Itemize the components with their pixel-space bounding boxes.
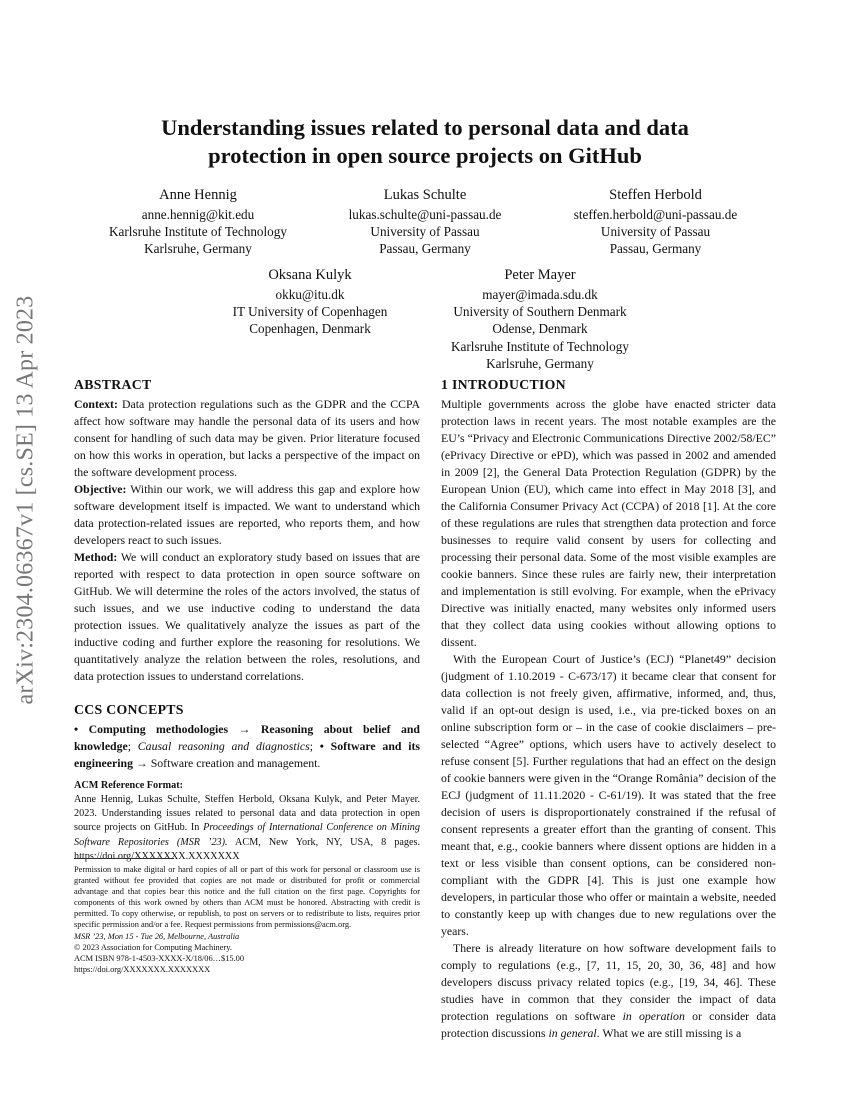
context-label: Context: [74,397,118,411]
title-line-1: Understanding issues related to personal data and data [161,115,689,140]
objective-label: Objective: [74,482,127,496]
ccs-concepts [74,721,420,772]
left-column [74,376,420,864]
ccs-arrow: → [132,756,151,770]
conference-line: MSR ’23, Mon 15 - Tue 26, Melbourne, Australia [74,931,240,941]
author-location: Passau, Germany [379,241,471,257]
author-location: Passau, Germany [609,241,702,257]
author-block [190,266,430,338]
author-name: Anne Hennig [159,187,237,203]
author-email: okku@itu.dk [275,287,345,302]
author-location: Copenhagen, Denmark [249,321,371,337]
permission-text: Permission to make digital or hard copies of all or part of this work for personal or classroom use is granted without fee provided that copies are not made or distributed for profit or commercial advantage and that copies bear this notice and the full citation on the first page. Copyrights for components of this work owned by others than ACM must be honored. Abstracting with credit is permitted. To copy otherwise, or republish, to post on servers or to redistribute to lists, requires prior specific permission and/or a fee. Request permissions from permissions@acm.org. [74,865,420,930]
ccs-arrow: → [228,722,261,736]
method-label: Method: [74,550,118,564]
ccs-sep: ; [127,739,138,753]
context-text: Data protection regulations such as the GDPR and the CCPA affect how software may handle the personal data of its users and how consent for handling of such data may be given. Prior literature focused on how this works in operation, but lacks a perspective of the impact on the software development process. [74,397,420,479]
arxiv-stamp-text: arXiv:2304.06367v1 [cs.SE] 13 Apr 2023 [12,295,39,705]
author-affiliation: University of Southern Denmark [453,304,627,320]
author-location: Odense, Denmark [492,321,588,337]
author-affiliation: Karlsruhe Institute of Technology [109,224,287,240]
intro-paragraph-1: Multiple governments across the globe have enacted stricter data protection laws in recent years. The most notable examples are the EU’s “Privacy and Electronic Communications Directive 2002/58/EC” (ePrivacy Directive or ePD), which was passed in 2002 and amended in 2009 [2], the General Data Protection Regulation (GDPR) by the European Union (EU), which came into effect in May 2018 [3], and the California Consumer Privacy Act (CCPA) of 2018 [1]. At the core of these regulations are rules that strengthen data protection and force businesses to require valid consent by users for collecting and processing their personal data. Some of the most visible examples are cookie banners. Since these rules are fairly new, their interpretation and implementation is still evolving. For example, when the ePrivacy Directive was initially enacted, many websites only informed users that they collect data using cookies without allowing options to dissent. [441,397,776,649]
acm-ref-text-2: ACM, New York, NY, USA, 8 pages. https://doi.org/XXXXXXX.XXXXXXX [74,836,420,862]
paper-title [60,114,790,170]
author-name: Steffen Herbold [609,187,702,203]
abstract-heading: ABSTRACT [74,377,152,392]
author-email: mayer@imada.sdu.dk [482,287,598,302]
permission-block [74,864,420,975]
p3-text-c: . What we are still missing is a [596,1026,742,1040]
author-email: steffen.herbold@uni-passau.de [573,207,738,222]
ccs-creation: Software creation and management. [150,756,321,770]
author-block [420,266,660,372]
ccs-sep: ; [309,739,320,753]
author-email: lukas.schulte@uni-passau.de [348,207,502,222]
acm-reference [74,793,420,864]
author-affiliation: IT University of Copenhagen [232,304,388,320]
author-name: Lukas Schulte [383,187,467,203]
copyright-line: © 2023 Association for Computing Machinery. [74,942,232,952]
doi-line: https://doi.org/XXXXXXX.XXXXXXX [74,964,211,974]
p3-text-a: There is already literature on how software development fails to comply to regulations (e.g., [7, 11, 15, 20, 30, 36, 48] and how developers discuss privacy related topics (e.g., [19, 34, 46]. These studies have in common that they consider the impact of data protection regulations on software [441,941,776,1023]
ccs-heading: CCS CONCEPTS [74,702,184,717]
author-affiliation: University of Passau [600,224,711,240]
author-name: Oksana Kulyk [268,267,352,283]
isbn-line: ACM ISBN 978-1-4503-XXXX-X/18/06…$15.00 [74,953,245,963]
ccs-software: • Software and its engineering [74,739,420,770]
acm-ref-heading: ACM Reference Format: [74,780,183,791]
intro-paragraph-2: With the European Court of Justice’s (ECJ) “Planet49” decision (judgment of 1.10.2019 - C-673/17) it became clear that consent for data collection is not freely given, affirmative, informed, and, thus, valid if an opt-out design is used, i.e., via pre-ticked boxes on an online subscription form or – in the case of cookie disclaimers – pre-selected “Agree” options, which users have to actively deselect to refuse consent [5]. Further regulations that had an effect on the design of cookie banners were given in the “Orange România” decision of the ECJ (judgment of 11.11.2020 - C-61/19). It was stated that the free decision of users is disproportionately constrained if the refusal of consent represents a greater effort than the granting of consent. This meant that, e.g., cookie banners where dissent options are hidden in a text or less visible than consent options, can be considered non-compliant with the GDPR [4]. This is just one example how developers, in particular those who offer or maintain a website, needed to constantly keep up with changes due to new regulations over the years. [441,652,776,938]
abstract-method [74,549,420,685]
ccs-reasoning: Reasoning about belief and knowledge [74,722,420,753]
method-text: We will conduct an exploratory study based on issues that are reported with respect to data protection in open source software on GitHub. We will determine the roles of the actors involved, the status of such issues, and we use inductive coding to understand the data protection issues. We qualitatively analyze the issues as part of the inductive coding and further explore the reasoning for resolutions. We quantitatively analyze the relation between the roles, resolutions, and data protection issues to understand correlations. [74,550,420,683]
acm-ref-text-1: Anne Hennig, Lukas Schulte, Steffen Herbold, Oksana Kulyk, and Peter Mayer. 2023. Understanding issues related to personal data and data protection in open source projects on GitHub. In [74,794,420,834]
author-affiliation-2: Karlsruhe Institute of Technology [451,338,629,354]
acm-ref-venue: Proceedings of International Conference on Mining Software Repositories (MSR ’23). [74,822,420,848]
footnote-divider [74,858,174,859]
author-name: Peter Mayer [504,267,576,283]
title-line-2: protection in open source projects on GitHub [208,143,642,168]
author-location-2: Karlsruhe, Germany [486,355,594,371]
abstract-context [74,396,420,481]
author-block [533,186,778,258]
ccs-computing: • Computing methodologies [74,722,229,736]
p3-in-general: in general [548,1026,597,1040]
p3-text-b: or consider data protection discussions [441,1009,776,1040]
author-location: Karlsruhe, Germany [144,241,252,257]
p3-in-operation: in operation [622,1009,685,1023]
author-block [305,186,545,258]
objective-text: Within our work, we will address this gap and explore how software development itself is impacted. We want to understand which data protection-related issues are reported, who reports them, and how developers react to such issues. [74,482,420,547]
intro-paragraph-3 [441,940,776,1042]
author-block [78,186,318,258]
author-affiliation: University of Passau [370,224,480,240]
arxiv-stamp [6,295,46,705]
author-email: anne.hennig@kit.edu [141,207,255,222]
introduction-heading: 1 INTRODUCTION [441,377,566,392]
right-column [441,376,776,1042]
ccs-causal: Causal reasoning and diagnostics [137,739,310,753]
abstract-objective [74,481,420,549]
